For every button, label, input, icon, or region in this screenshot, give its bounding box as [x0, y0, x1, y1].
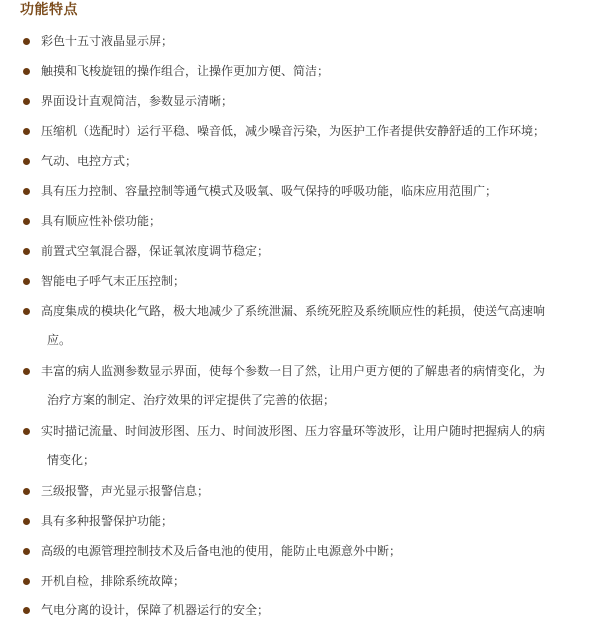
- bullet-icon: [23, 428, 30, 435]
- feature-text: 气电分离的设计，保障了机器运行的安全；: [41, 603, 270, 617]
- bullet-icon: [23, 578, 30, 585]
- bullet-icon: [23, 38, 30, 45]
- feature-text: 高级的电源管理控制技术及后备电池的使用，能防止电源意外中断；: [41, 544, 402, 558]
- feature-text: 具有顺应性补偿功能；: [41, 214, 162, 228]
- feature-text: 彩色十五寸液晶显示屏；: [41, 34, 174, 48]
- feature-text: 界面设计直观简洁，参数显示清晰；: [41, 94, 234, 108]
- bullet-icon: [23, 68, 30, 75]
- feature-text: 压缩机（选配时）运行平稳、噪音低，减少噪音污染，为医护工作者提供安静舒适的工作环境；: [41, 124, 546, 138]
- feature-text: 实时描记流量、时间波形图、压力、时间波形图、压力容量环等波形，让用户随时把握病人的病 情变化；: [41, 424, 546, 467]
- bullet-icon: [23, 128, 30, 135]
- feature-text: 前置式空氧混合器，保证氧浓度调节稳定；: [41, 244, 270, 258]
- feature-text: 气动、电控方式；: [41, 154, 138, 168]
- bullet-icon: [23, 248, 30, 255]
- bullet-icon: [23, 518, 30, 525]
- feature-text: 高度集成的模块化气路，极大地减少了系统泄漏、系统死腔及系统顺应性的耗损，使送气高速响 应。: [41, 304, 546, 347]
- feature-text: 触摸和飞梭旋钮的操作组合，让操作更加方便、简洁；: [41, 64, 330, 78]
- feature-text: 具有压力控制、容量控制等通气模式及吸氧、吸气保持的呼吸功能，临床应用范围广；: [41, 184, 498, 198]
- bullet-icon: [23, 188, 30, 195]
- bullet-icon: [23, 158, 30, 165]
- section-title: 功能特点: [20, 2, 78, 18]
- bullet-icon: [23, 607, 30, 614]
- bullet-icon: [23, 98, 30, 105]
- bullet-icon: [23, 278, 30, 285]
- feature-text: 智能电子呼气末正压控制；: [41, 274, 186, 288]
- feature-text: 具有多种报警保护功能；: [41, 514, 174, 528]
- feature-text: 三级报警，声光显示报警信息；: [41, 484, 210, 498]
- feature-text: 开机自检，排除系统故障；: [41, 574, 186, 588]
- bullet-icon: [23, 368, 30, 375]
- bullet-icon: [23, 488, 30, 495]
- bullet-icon: [23, 308, 30, 315]
- bullet-icon: [23, 548, 30, 555]
- bullet-icon: [23, 218, 30, 225]
- feature-text: 丰富的病人监测参数显示界面，使每个参数一目了然，让用户更方便的了解患者的病情变化，为 治疗方案的制定、治疗效果的评定提供了完善的依据；: [41, 364, 546, 407]
